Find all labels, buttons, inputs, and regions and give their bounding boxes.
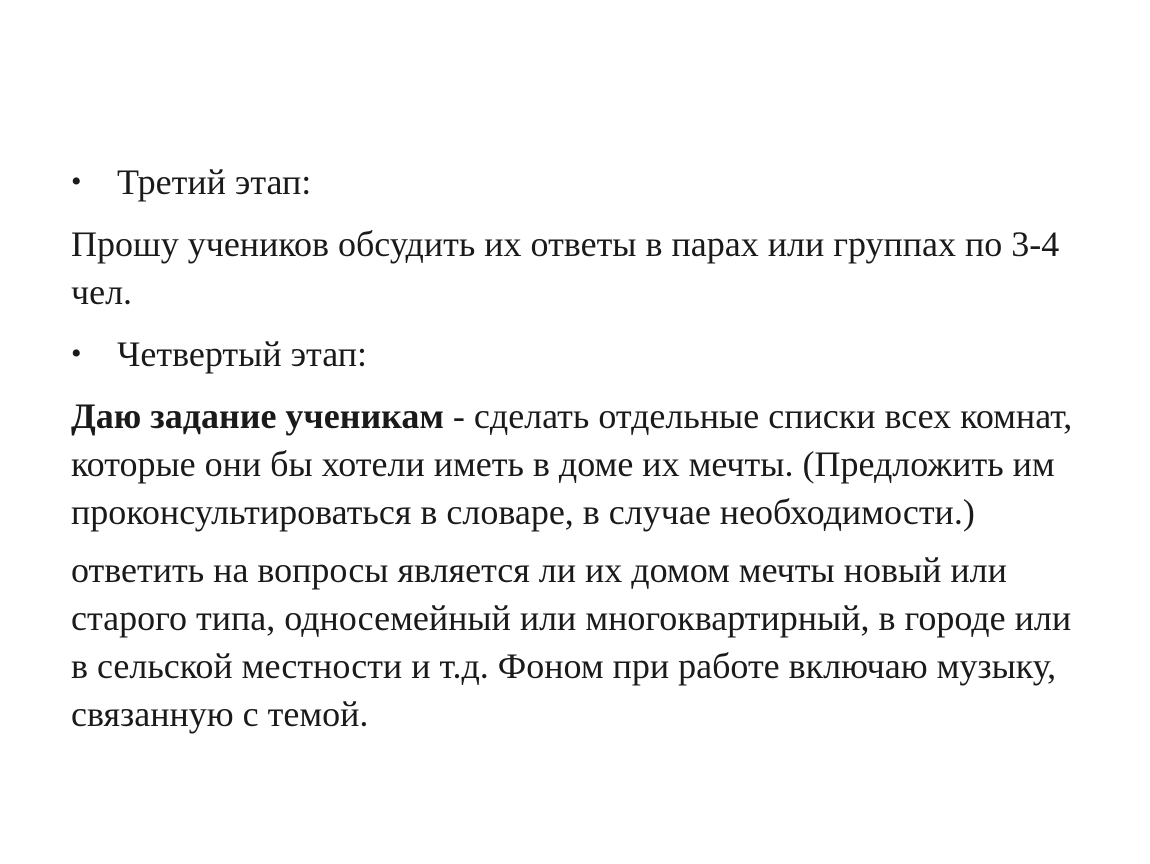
stage3-heading: Третий этап:	[117, 162, 312, 202]
slide-content	[71, 158, 1081, 738]
stage4-task-bold: Даю задание ученикам	[71, 396, 444, 436]
stage4-heading-row	[71, 330, 1081, 378]
stage3-text: Прошу учеников обсудить их ответы в парах или группах по 3-4 чел.	[71, 224, 1060, 312]
stage3-heading-row	[71, 158, 1081, 206]
stage4-heading: Четвертый этап:	[117, 334, 367, 374]
stage4-task	[71, 392, 1081, 536]
bullet-icon: •	[71, 337, 82, 370]
bullet-icon: •	[71, 165, 82, 198]
stage4-followup: ответить на вопросы является ли их домом мечты новый или старого типа, односемейный или многоквартирный, в городе или в сельской местности и т.д. Фоном при работе включаю музыку, связанную с темой.	[71, 550, 1072, 734]
stage4-task-rest: - сделать отдельные списки всех комнат, которые они бы хотели иметь в доме их мечты. (Предложить им проконсультироваться в словаре, в случае необходимости.)	[71, 396, 1073, 532]
